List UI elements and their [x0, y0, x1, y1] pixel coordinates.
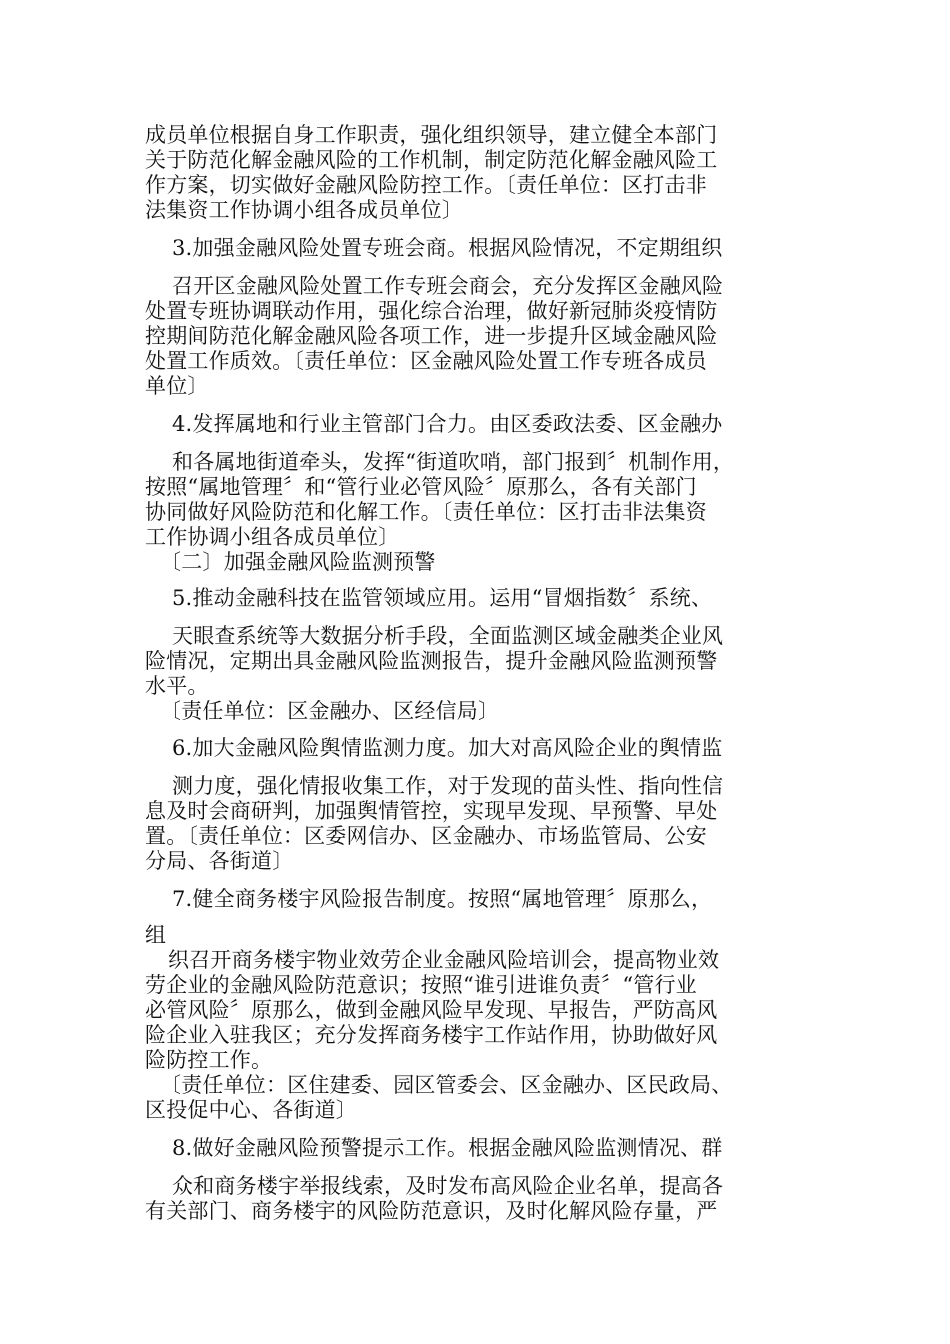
- section-heading: 3.加强金融风险处置专班会商。根据风险情况，不定期组织: [172, 236, 723, 260]
- text-line: 成员单位根据自身工作职责，强化组织领导，建立健全本部门: [145, 123, 718, 147]
- text-line: 和各属地街道牵头，发挥“街道吹哨，部门报到〞机制作用，: [172, 450, 735, 474]
- text-line: 息及时会商研判，加强舆情管控，实现早发现、早预警、早处: [145, 799, 718, 823]
- text-line: 〔责任单位：区住建委、园区管委会、区金融办、区民政局、: [160, 1073, 733, 1097]
- text-line: 单位〕: [145, 374, 209, 398]
- text-line: 险情况，定期出具金融风险监测报告，提升金融风险监测预警: [145, 649, 718, 673]
- text-line: 区投促中心、各街道〕: [145, 1098, 357, 1122]
- text-line: 处置工作质效。〔责任单位：区金融风险处置工作专班各成员: [145, 349, 707, 373]
- text-line: 险企业入驻我区；充分发挥商务楼宇工作站作用，协助做好风: [145, 1023, 718, 1047]
- text-line: 险防控工作。: [145, 1048, 273, 1072]
- text-line: 有关部门、商务楼宇的风险防范意识，及时化解风险存量，严: [145, 1199, 718, 1223]
- section-heading: 6.加大金融风险舆情监测力度。加大对高风险企业的舆情监: [172, 736, 723, 760]
- section-heading: 4.发挥属地和行业主管部门合力。由区委政法委、区金融办: [172, 412, 723, 436]
- text-line: 作方案，切实做好金融风险防控工作。〔责任单位：区打击非: [145, 173, 707, 197]
- text-line: 协同做好风险防范和化解工作。〔责任单位：区打击非法集资: [145, 500, 707, 524]
- text-line: 控期间防范化解金融风险各项工作，进一步提升区域金融风险: [145, 324, 718, 348]
- text-line: 测力度，强化情报收集工作，对于发现的苗头性、指向性信: [172, 774, 724, 798]
- text-line: 必管风险〞原那么，做到金融风险早发现、早报告，严防高风: [145, 998, 718, 1022]
- text-line: 劳企业的金融风险防范意识；按照“谁引进谁负责〞“管行业: [145, 973, 697, 997]
- text-line: 召开区金融风险处置工作专班会商会，充分发挥区金融风险: [172, 274, 724, 298]
- section-heading: 8.做好金融风险预警提示工作。根据金融风险监测情况、群: [172, 1136, 723, 1160]
- section-heading: 7.健全商务楼宇风险报告制度。按照“属地管理〞原那么，: [172, 887, 713, 911]
- text-line: 处置专班协调联动作用，强化综合治理，做好新冠肺炎疫情防: [145, 299, 718, 323]
- text-line: 工作协调小组各成员单位〕: [145, 525, 400, 549]
- section-heading: 5.推动金融科技在监管领域应用。运用“冒烟指数〞系统、: [172, 586, 713, 610]
- text-line: 〔责任单位：区金融办、区经信局〕: [160, 699, 500, 723]
- text-line: 置。〔责任单位：区委网信办、区金融办、市场监管局、公安: [145, 824, 707, 848]
- subsection-heading: 〔二〕加强金融风险监测预警: [160, 550, 436, 574]
- text-line: 分局、各街道〕: [145, 849, 294, 873]
- text-line: 水平。: [145, 674, 209, 698]
- text-line: 众和商务楼宇举报线索，及时发布高风险企业名单，提高各: [172, 1174, 724, 1198]
- text-line: 织召开商务楼宇物业效劳企业金融风险培训会，提高物业效: [168, 948, 720, 972]
- text-line: 天眼查系统等大数据分析手段，全面监测区域金融类企业风: [172, 624, 724, 648]
- text-line: 组: [145, 923, 167, 947]
- text-line: 关于防范化解金融风险的工作机制，制定防范化解金融风险工: [145, 148, 718, 172]
- text-line: 按照“属地管理〞和“管行业必管风险〞原那么，各有关部门: [145, 475, 697, 499]
- text-line: 法集资工作协调小组各成员单位〕: [145, 198, 463, 222]
